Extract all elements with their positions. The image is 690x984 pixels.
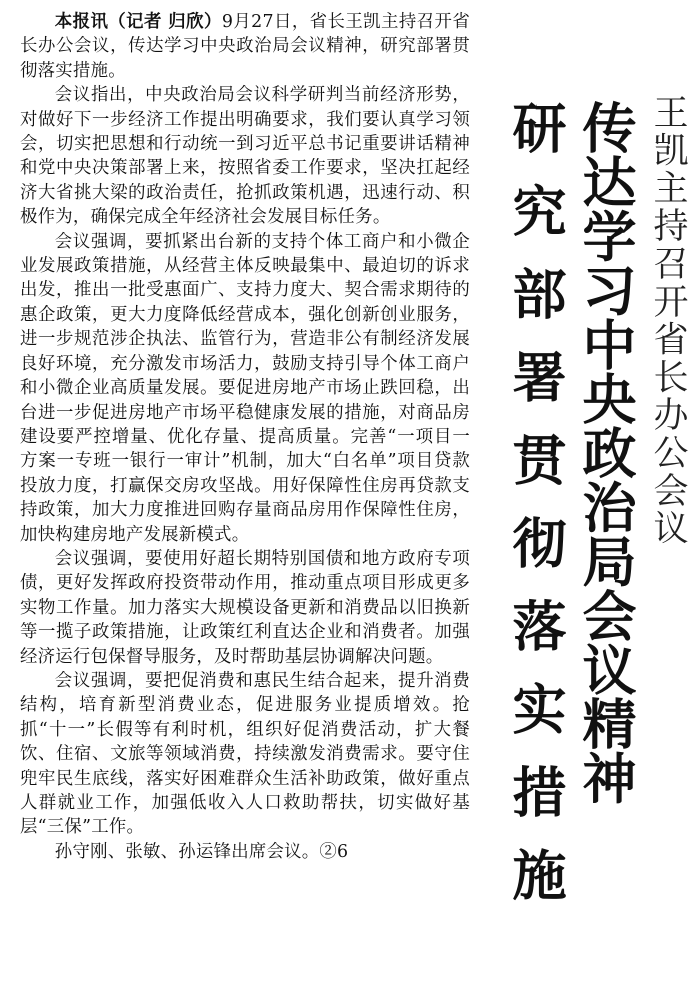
dateline: 本报讯（记者 归欣） xyxy=(54,12,222,32)
article-paragraph-2: 会议指出，中央政治局会议科学研判当前经济形势，对做好下一步经济工作提出明确要求，我们要认真学习领会，切实把思想和行动统一到习近平总书记重要讲话精神和党中央决策部署上来，按照省委工作要求，坚决扛起经济大省挑大梁的政治责任，抢抓政策机遇，迅速行动、积极作为，确保完成全年经济社会发展目标任务。 xyxy=(20,85,470,228)
attendees-line: 孙守刚、张敏、孙运锋出席会议。②6 xyxy=(54,841,349,862)
article-paragraph-3: 会议强调，要抓紧出台新的支持个体工商户和小微企业发展政策措施，从经营主体反映最集中、最迫切的诉求出发，推出一批受惠面广、支持力度大、契合需求期待的惠企政策，更大力度降低经营成本，强化创新创业服务，进一步规范涉企执法、监管行为，营造非公有制经济发展良好环境，充分激发市场活力，鼓励支持引导个体工商户和小微企业高质量发展。要促进房地产市场止跌回稳，出台进一步促进房地产市场平稳健康发展的措施，对商品房建设要严控增量、优化存量、提高质量。完善“一项目一方案一专班一银行一审计”机制，加大“白名单”项目贷款投放力度，打赢保交房攻坚战。用好保障性住房再贷款支持政策，加大力度推进回购存量商品房用作保障性住房，加快构建房地产发展新模式。 xyxy=(20,231,470,545)
headline-line-1: 传达学习中央政治局会议精神 xyxy=(574,100,637,805)
article-paragraph-1 xyxy=(20,10,470,83)
headline-block xyxy=(475,0,690,984)
article-paragraph-4: 会议强调，要使用好超长期特别国债和地方政府专项债，更好发挥政府投资带动作用，推动重点项目形成更多实物工作量。加力落实大规模设备更新和消费品以旧换新等一揽子政策措施，让政策红利直达企业和消费者。加强经济运行包保督导服务，及时帮助基层协调解决问题。 xyxy=(20,548,470,667)
headline-line-2: 研究部署贯彻落实措施 xyxy=(504,100,567,930)
article-paragraph-5: 会议强调，要把促消费和惠民生结合起来，提升消费结构，培育新型消费业态，促进服务业提质增效。抢抓“十一”长假等有利时机，组织好促消费活动，扩大餐饮、住宿、文旅等领域消费，持续激发消费需求。要守住兜牢民生底线，落实好困难群众生活补助政策，做好重点人群就业工作，加强低收入人口救助帮扶，切实做好基层“三保”工作。 xyxy=(20,670,470,838)
article-body xyxy=(20,10,470,864)
subheadline: 王凯主持召开省长办公会议 xyxy=(648,94,688,548)
paragraph-text: 9月27日，省长王凯主持召开省长办公会议，传达学习中央政治局会议精神，研究部署贯彻落实措施。 xyxy=(20,12,470,81)
